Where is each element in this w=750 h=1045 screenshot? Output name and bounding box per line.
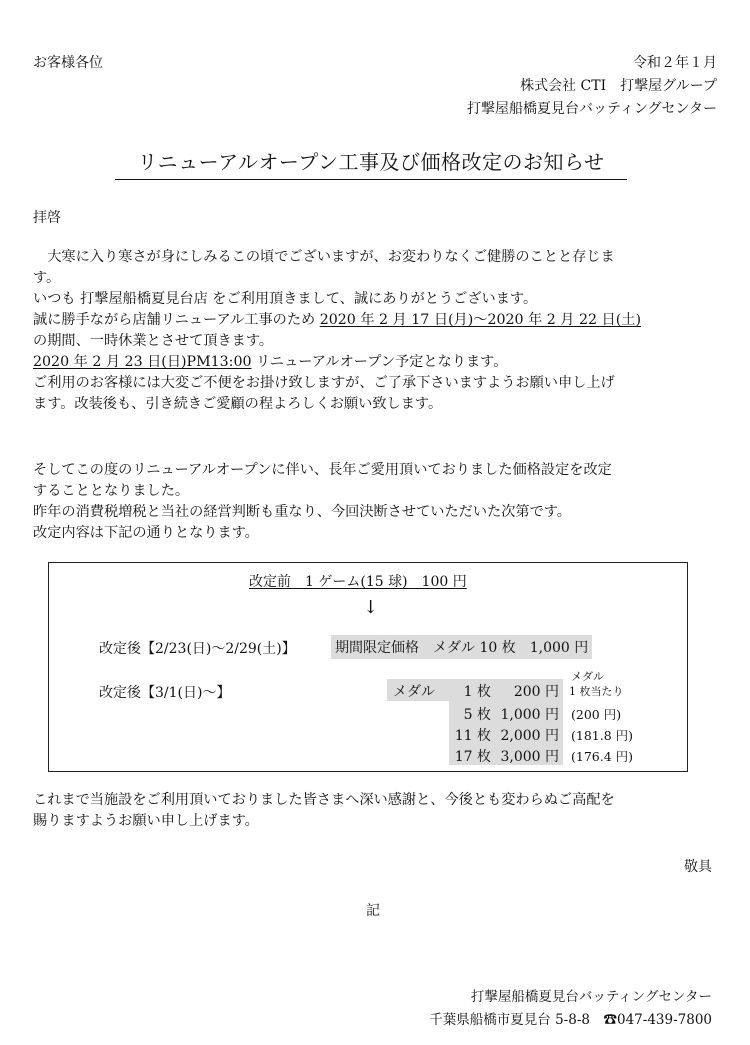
table-row-price: 1,000 円 bbox=[500, 707, 559, 723]
price-before: 改定前 1 ゲーム(15 球) 100 円 bbox=[249, 574, 467, 590]
intro-line-5: の期間、一時休業とさせて頂きます。 bbox=[33, 333, 274, 349]
price-box bbox=[48, 562, 688, 772]
table-row-count: 5 枚 bbox=[463, 707, 491, 723]
table-row-per: (176.4 円) bbox=[571, 749, 634, 764]
intro-line-7: ご利用のお客様には大変ご不便をお掛け致しますが、ご了承下さいますようお願い申し上げ bbox=[33, 375, 615, 391]
table-row-price: 3,000 円 bbox=[500, 749, 559, 765]
issue-date: 令和２年１月 bbox=[633, 55, 717, 71]
footer-phone: 047-439-7800 bbox=[616, 1012, 712, 1028]
reopen-date: 2020 年 2 月 23 日(日)PM13:00 bbox=[33, 354, 252, 370]
table-row-per: (181.8 円) bbox=[571, 728, 634, 743]
period-price: 期間限定価格 メダル 10 枚 1,000 円 bbox=[331, 635, 592, 659]
table-row-price: 200 円 bbox=[513, 684, 559, 700]
footer-center-name: 打撃屋船橋夏見台バッティングセンター bbox=[470, 989, 712, 1005]
closure-notice: 誠に勝手ながら店舗リニューアル工事のため bbox=[33, 312, 320, 328]
closing-line-1: これまで当施設をご利用頂いておりました皆さまへ深い感謝と、今後とも変わらぬご高配を bbox=[33, 792, 615, 808]
period-label: 改定後【2/23(日)～2/29(土)】 bbox=[99, 641, 296, 657]
center-name: 打撃屋船橋夏見台バッティングセンター bbox=[466, 101, 717, 117]
page-title: リニューアルオープン工事及び価格改定のお知らせ bbox=[115, 146, 627, 180]
closure-period: 2020 年 2 月 17 日(月)～2020 年 2 月 22 日(土) bbox=[319, 312, 642, 328]
intro-line-4 bbox=[33, 310, 723, 331]
ki: 記 bbox=[366, 903, 380, 919]
closing-line-2: 賜りますようお願い申し上げます。 bbox=[33, 813, 259, 829]
price-line-1: そしてこの度のリニューアルオープンに伴い、長年ご愛用頂いておりました価格設定を改定 bbox=[33, 462, 612, 478]
price-change-paragraph bbox=[33, 460, 723, 544]
salutation: 拝啓 bbox=[33, 210, 61, 226]
closing-paragraph bbox=[33, 790, 723, 832]
medal-label: メダル bbox=[393, 684, 435, 700]
intro-line-1: 大寒に入り寒さが身にしみるこの頃でございますが、お変わりなくご健勝のことと存じま bbox=[33, 249, 615, 265]
per-medal-header: メダル bbox=[571, 670, 604, 683]
intro-line-8: ます。改装後も、引き続きご愛顧の程よろしくお願い致します。 bbox=[33, 396, 443, 412]
phone-icon: ☎ bbox=[603, 1012, 617, 1028]
footer-address: 千葉県船橋市夏見台 5-8-8 bbox=[429, 1012, 604, 1028]
company-name: 株式会社 CTI 打撃屋グループ bbox=[520, 78, 717, 94]
price-line-4: 改定内容は下記の通りとなります。 bbox=[33, 525, 259, 541]
table-row-price: 2,000 円 bbox=[500, 728, 559, 744]
table-row-count: 11 枚 bbox=[454, 728, 491, 744]
table-row-count: 1 枚 bbox=[463, 684, 491, 700]
table-row-count: 17 枚 bbox=[454, 749, 491, 765]
arrow-down-icon: ↓ bbox=[363, 597, 379, 618]
intro-line-2: す。 bbox=[33, 270, 61, 286]
keigu: 敬具 bbox=[684, 859, 712, 875]
footer-contact bbox=[429, 1008, 712, 1028]
intro-line-3: いつも 打撃屋船橋夏見台店 をご利用頂きまして、誠にありがとうございます。 bbox=[33, 291, 538, 307]
addressee: お客様各位 bbox=[33, 55, 103, 71]
intro-line-6 bbox=[33, 352, 723, 373]
reopen-notice: リニューアルオープン予定となります。 bbox=[251, 354, 508, 370]
intro-paragraph bbox=[33, 247, 723, 415]
regular-label: 改定後【3/1(日)～】 bbox=[99, 685, 231, 701]
price-line-3: 昨年の消費税増税と当社の経営判断も重なり、今回決断させていただいた次第です。 bbox=[33, 504, 571, 520]
table-row-per: (200 円) bbox=[571, 707, 622, 722]
price-line-2: することとなりました。 bbox=[33, 483, 190, 499]
per-medal-header-2: 1 枚当たり bbox=[569, 685, 624, 698]
